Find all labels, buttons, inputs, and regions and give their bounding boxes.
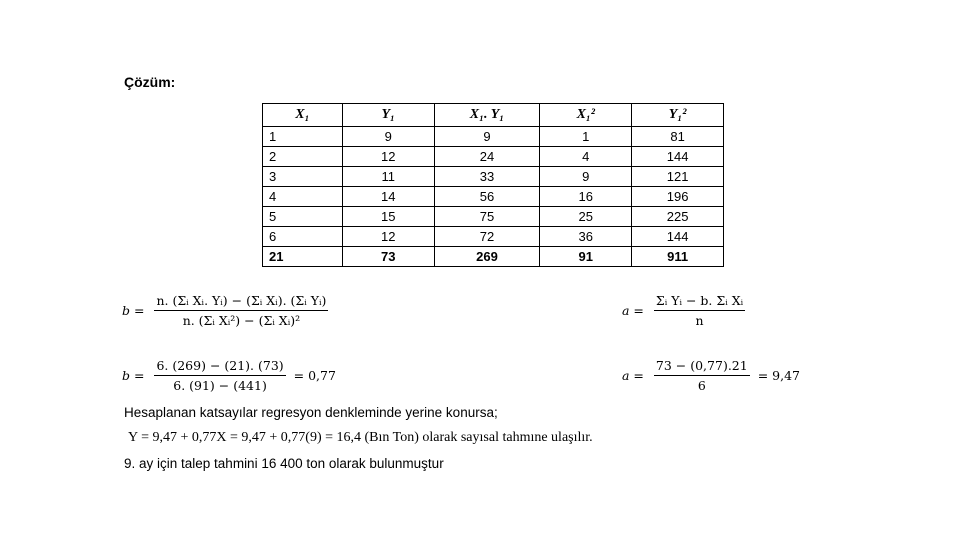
cell-yi: 15 xyxy=(342,207,434,227)
table-row xyxy=(263,227,724,247)
cell-xiyi: 24 xyxy=(434,147,540,167)
a-general-denominator: n xyxy=(695,313,704,328)
a-general-fraction xyxy=(654,293,745,328)
table-row xyxy=(263,187,724,207)
cell-yi-squared: 121 xyxy=(632,167,724,187)
b-general-numerator: n. (Σᵢ Xᵢ. Yᵢ) − (Σᵢ Xᵢ). (Σᵢ Yᵢ) xyxy=(154,293,328,311)
cell-xi: 6 xyxy=(263,227,343,247)
cell-xi: 2 xyxy=(263,147,343,167)
a-calc-fraction xyxy=(654,358,750,393)
total-yi: 73 xyxy=(342,247,434,267)
cell-yi: 11 xyxy=(342,167,434,187)
cell-xiyi: 9 xyxy=(434,127,540,147)
cell-xiyi: 33 xyxy=(434,167,540,187)
header-xi: X₁ xyxy=(263,104,343,127)
b-calc-denominator: 6. (91) − (441) xyxy=(173,378,267,393)
cell-xi: 1 xyxy=(263,127,343,147)
forecast-conclusion: 9. ay için talep tahmini 16 400 ton olarak bulunmuştur xyxy=(124,456,444,471)
table-row xyxy=(263,167,724,187)
header-yi: Y₁ xyxy=(342,104,434,127)
b-calc-fraction xyxy=(154,358,285,393)
table-row xyxy=(263,207,724,227)
regression-equation: Y = 9,47 + 0,77X = 9,47 + 0,77(9) = 16,4 (Bın Ton) olarak sayısal tahmıne ulaşılır. xyxy=(128,430,593,445)
cell-yi-squared: 144 xyxy=(632,147,724,167)
table-total-row xyxy=(263,247,724,267)
a-general-lhs: a = xyxy=(622,303,644,318)
cell-yi: 12 xyxy=(342,227,434,247)
cell-yi: 12 xyxy=(342,147,434,167)
b-calc-formula xyxy=(122,358,336,393)
cell-xi: 4 xyxy=(263,187,343,207)
table-header-row xyxy=(263,104,724,127)
a-calc-lhs: a = xyxy=(622,368,644,383)
b-calc-numerator: 6. (269) − (21). (73) xyxy=(154,358,285,376)
table-row xyxy=(263,127,724,147)
substitution-text: Hesaplanan katsayılar regresyon denkleminde yerine konursa; xyxy=(124,405,498,420)
cell-xi-squared: 9 xyxy=(540,167,632,187)
total-xi-squared: 91 xyxy=(540,247,632,267)
cell-yi: 14 xyxy=(342,187,434,207)
cell-yi-squared: 225 xyxy=(632,207,724,227)
a-calc-formula xyxy=(622,358,800,393)
cell-xi-squared: 36 xyxy=(540,227,632,247)
cell-yi-squared: 196 xyxy=(632,187,724,207)
cell-xi-squared: 1 xyxy=(540,127,632,147)
data-table xyxy=(262,103,724,267)
table-row xyxy=(263,147,724,167)
a-general-numerator: Σᵢ Yᵢ − b. Σᵢ Xᵢ xyxy=(654,293,745,311)
cell-xi-squared: 25 xyxy=(540,207,632,227)
b-calc-result: = 0,77 xyxy=(293,368,336,383)
b-general-denominator: n. (Σᵢ Xᵢ²) − (Σᵢ Xᵢ)² xyxy=(182,313,301,328)
cell-yi-squared: 144 xyxy=(632,227,724,247)
cell-yi-squared: 81 xyxy=(632,127,724,147)
header-yi-squared: Y₁² xyxy=(632,104,724,127)
b-general-lhs: b = xyxy=(122,303,145,318)
b-calc-lhs: b = xyxy=(122,368,145,383)
a-calc-result: = 9,47 xyxy=(757,368,800,383)
solution-heading: Çözüm: xyxy=(124,74,176,90)
total-xi: 21 xyxy=(263,247,343,267)
total-yi-squared: 911 xyxy=(632,247,724,267)
b-general-fraction xyxy=(154,293,328,328)
a-general-formula xyxy=(622,293,749,328)
header-xi-squared: X₁² xyxy=(540,104,632,127)
cell-xi: 5 xyxy=(263,207,343,227)
cell-xiyi: 56 xyxy=(434,187,540,207)
total-xiyi: 269 xyxy=(434,247,540,267)
cell-xi-squared: 16 xyxy=(540,187,632,207)
cell-xi-squared: 4 xyxy=(540,147,632,167)
b-general-formula xyxy=(122,293,332,328)
cell-xiyi: 75 xyxy=(434,207,540,227)
header-xiyi: X₁. Y₁ xyxy=(434,104,540,127)
a-calc-denominator: 6 xyxy=(697,378,706,393)
cell-xiyi: 72 xyxy=(434,227,540,247)
a-calc-numerator: 73 − (0,77).21 xyxy=(654,358,750,376)
cell-xi: 3 xyxy=(263,167,343,187)
cell-yi: 9 xyxy=(342,127,434,147)
